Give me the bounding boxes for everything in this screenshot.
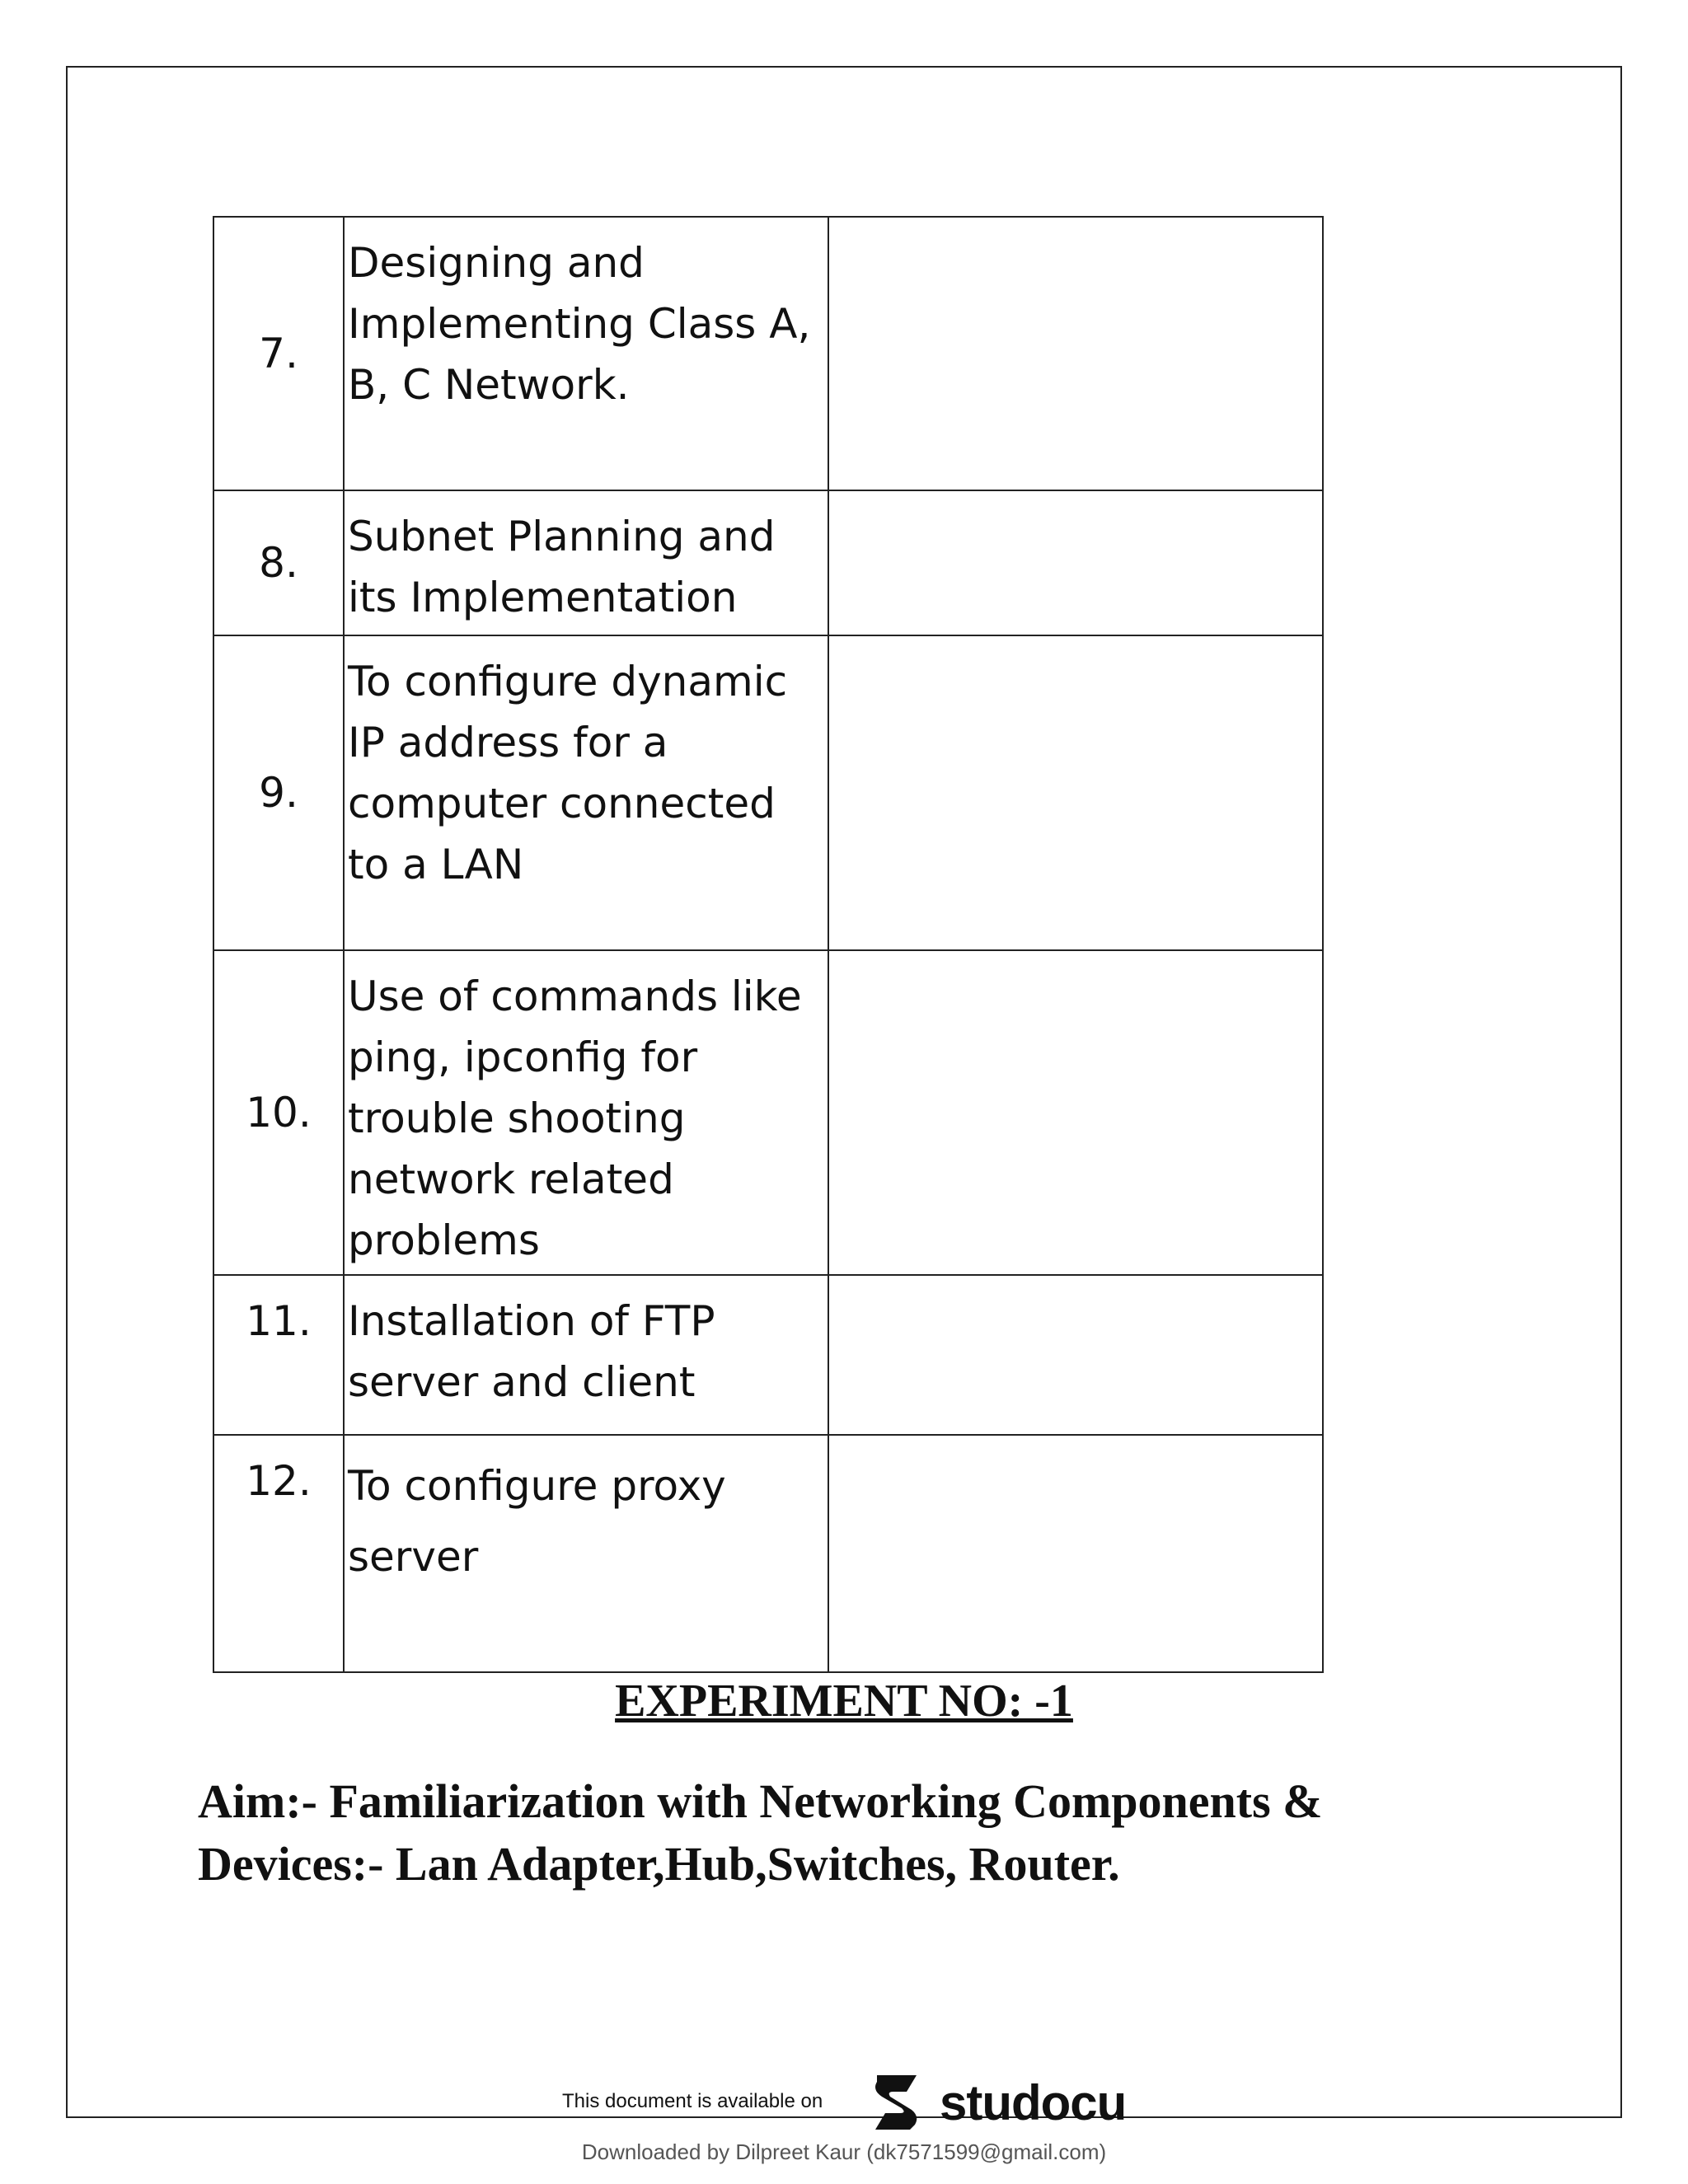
studocu-logo-icon bbox=[865, 2067, 933, 2139]
table-row bbox=[213, 950, 1323, 1275]
row-number: 12. bbox=[213, 1435, 344, 1672]
studocu-logo[interactable] bbox=[865, 2067, 1126, 2139]
table-row bbox=[213, 635, 1323, 950]
row-title: Designing and Implementing Class A, B, C Network. bbox=[344, 217, 828, 490]
download-attribution: Downloaded by Dilpreet Kaur (dk7571599@gmail.com) bbox=[581, 2139, 1107, 2164]
table-row bbox=[213, 1435, 1323, 1672]
row-title: To configure dynamic IP address for a computer connected to a LAN bbox=[344, 635, 828, 950]
experiment-list-table bbox=[213, 216, 1324, 1673]
row-title: Subnet Planning and its Implementation bbox=[344, 490, 828, 635]
row-number: 10. bbox=[213, 950, 344, 1275]
row-number: 8. bbox=[213, 490, 344, 635]
availability-note: This document is available on bbox=[562, 2090, 823, 2112]
row-title: Installation of FTP server and client bbox=[344, 1275, 828, 1435]
row-number: 9. bbox=[213, 635, 344, 950]
row-number: 11. bbox=[213, 1275, 344, 1435]
row-blank-cell bbox=[828, 1435, 1323, 1672]
row-number: 7. bbox=[213, 217, 344, 490]
table-row bbox=[213, 1275, 1323, 1435]
experiment-heading: EXPERIMENT NO: -1 bbox=[615, 1675, 1073, 1727]
studocu-logo-text: studocu bbox=[940, 2075, 1127, 2130]
table-row bbox=[213, 217, 1323, 490]
row-blank-cell bbox=[828, 950, 1323, 1275]
row-title: To configure proxy server bbox=[344, 1435, 828, 1672]
experiment-aim: Aim:- Familiarization with Networking Components & Devices:- Lan Adapter,Hub,Switches, Router. bbox=[198, 1774, 1323, 1891]
row-blank-cell bbox=[828, 217, 1323, 490]
row-blank-cell bbox=[828, 635, 1323, 950]
row-title: Use of commands like ping, ipconfig for trouble shooting network related problems bbox=[344, 950, 828, 1275]
row-blank-cell bbox=[828, 490, 1323, 635]
row-blank-cell bbox=[828, 1275, 1323, 1435]
table-row bbox=[213, 490, 1323, 635]
